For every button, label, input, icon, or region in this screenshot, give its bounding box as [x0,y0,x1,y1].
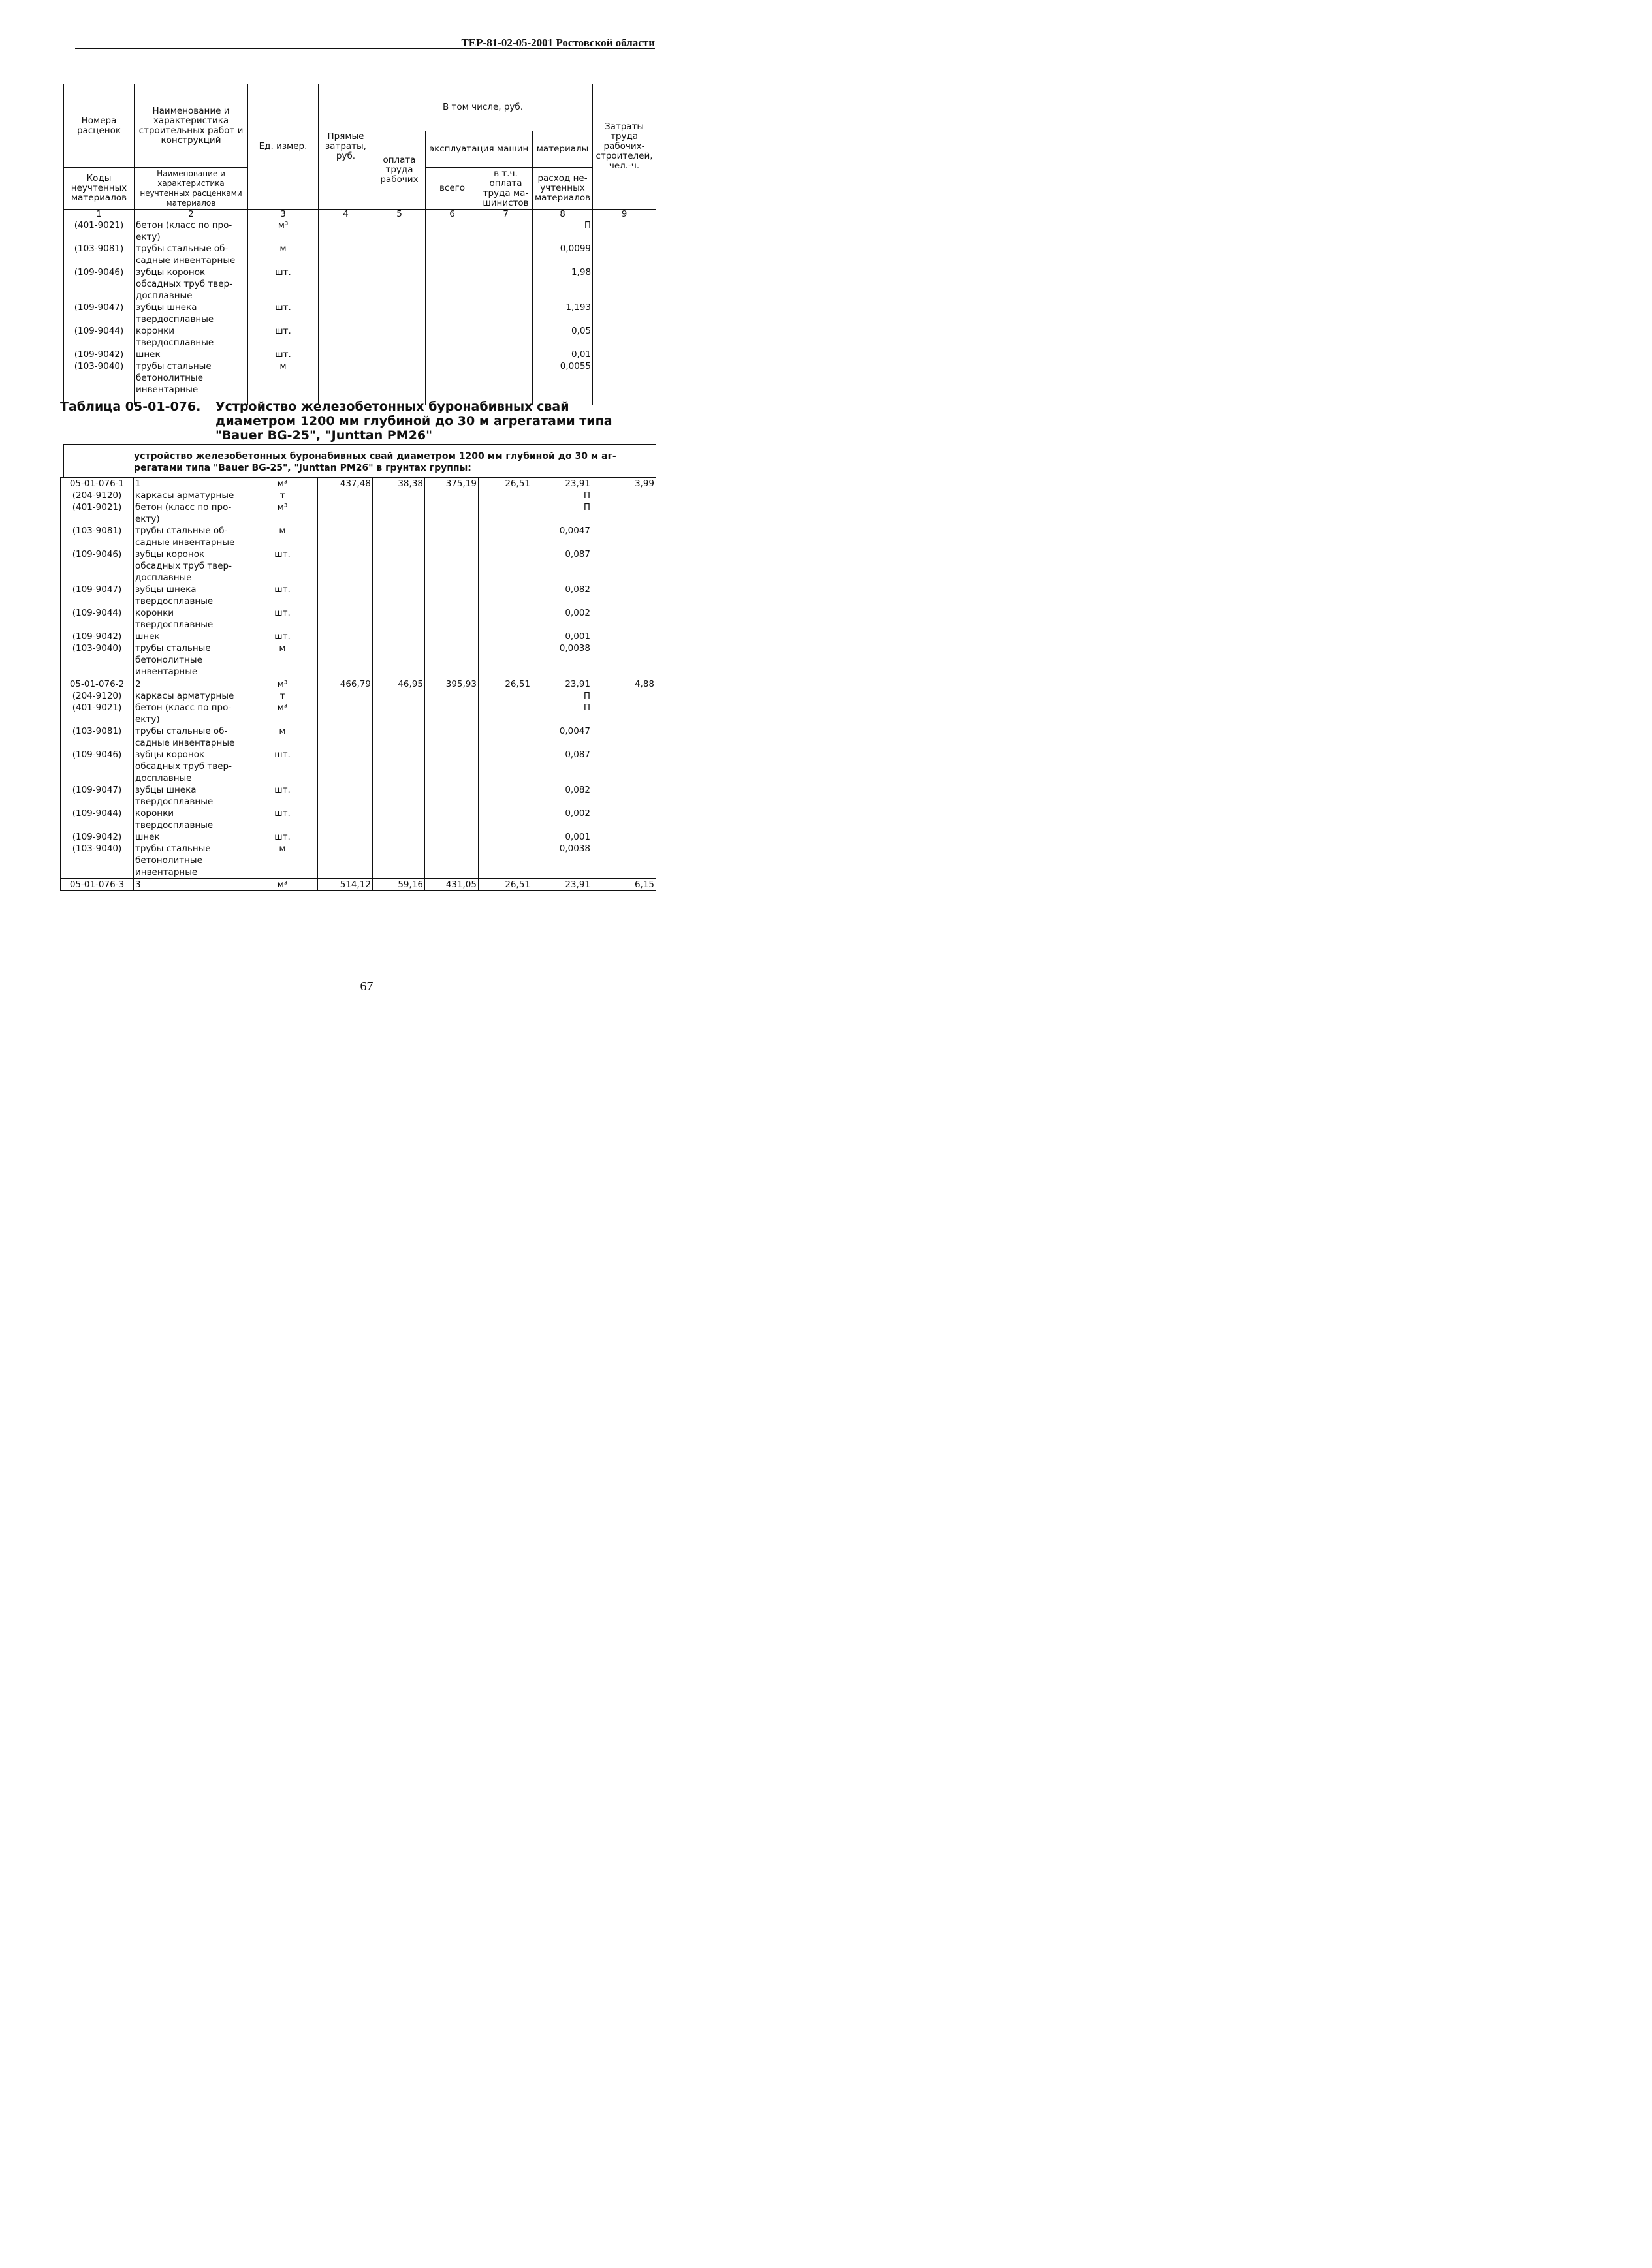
col-number: 8 [533,210,593,219]
empty-cell [318,490,373,501]
empty-cell [479,349,533,360]
empty-cell [373,243,426,266]
material-unit: шт. [247,607,318,631]
empty-cell [426,360,479,396]
material-code: (103-9040) [61,843,134,879]
empty-cell [373,749,425,784]
material-code: (109-9044) [61,607,134,631]
empty-cell [592,831,656,843]
rate-direct-costs: 437,48 [318,478,373,490]
material-unit: шт. [248,302,319,325]
rate-unit: м³ [247,478,318,490]
empty-cell [479,725,532,749]
material-name: коронки твердосплавные [134,607,247,631]
empty-cell [593,325,656,349]
empty-cell [319,349,373,360]
material-name: бетон (класс по про-екту) [134,702,247,725]
material-code: (109-9047) [61,584,134,607]
col-header-labor-wages: оплата труда рабочих [373,131,426,210]
empty-cell [592,501,656,525]
empty-cell [592,749,656,784]
empty-cell [592,690,656,702]
empty-cell [373,266,426,302]
material-name: бетон (класс по про-екту) [134,501,247,525]
running-header: ТЕР-81-02-05-2001 Ростовской области [461,37,655,49]
empty-cell [425,702,479,725]
empty-cell [318,631,373,642]
empty-cell [318,584,373,607]
empty-cell [592,548,656,584]
material-name: коронки твердосплавные [134,808,247,831]
col-header-machines: эксплуатация машин [426,131,533,168]
col-header-rate-number: Номера расценок [64,84,135,168]
material-name: зубцы шнека твердосплавные [134,584,247,607]
empty-cell [479,690,532,702]
col-number: 2 [135,210,248,219]
material-row [61,631,656,642]
material-quantity: 0,0038 [532,642,592,678]
material-unit: т [247,690,318,702]
material-row [64,219,656,244]
material-name: трубы стальные бетонолитные инвентарные [134,642,247,678]
material-quantity: П [532,690,592,702]
material-name: зубцы шнека твердосплавные [134,784,247,808]
material-row [61,725,656,749]
empty-cell [592,702,656,725]
material-quantity: 0,0099 [533,243,593,266]
rate-soil-group: 1 [134,478,247,490]
material-code: (109-9042) [61,631,134,642]
material-row [61,584,656,607]
material-quantity: П [533,219,593,244]
material-code: (204-9120) [61,690,134,702]
empty-cell [318,642,373,678]
empty-cell [373,843,425,879]
rate-machinist-wages: 26,51 [479,678,532,691]
empty-cell [479,243,533,266]
empty-cell [592,808,656,831]
material-row [64,360,656,396]
material-name: трубы стальные бетонолитные инвентарные [135,360,248,396]
empty-cell [592,490,656,501]
rate-soil-group: 2 [134,678,247,691]
material-code: (401-9021) [61,702,134,725]
empty-cell [318,808,373,831]
material-unit: шт. [247,831,318,843]
empty-cell [593,219,656,244]
material-quantity: 0,05 [533,325,593,349]
col-number: 1 [64,210,135,219]
material-unit: шт. [247,631,318,642]
material-quantity: 0,002 [532,808,592,831]
material-quantity: 0,087 [532,749,592,784]
empty-cell [593,243,656,266]
empty-cell [479,749,532,784]
empty-cell [425,749,479,784]
empty-cell [425,831,479,843]
material-unit: шт. [247,749,318,784]
header-rule [75,48,655,49]
rate-labor-wages: 46,95 [373,678,425,691]
empty-cell [479,702,532,725]
material-name: каркасы арматурные [134,690,247,702]
empty-cell [373,607,425,631]
material-row [61,501,656,525]
empty-cell [425,690,479,702]
col-header-work-name: Наименование и характеристика строительных работ и конструкций [135,84,248,168]
empty-cell [373,302,426,325]
material-row [64,266,656,302]
material-row [61,690,656,702]
material-quantity: 0,0047 [532,725,592,749]
empty-cell [425,607,479,631]
empty-cell [426,219,479,244]
empty-cell [479,219,533,244]
material-unit: м³ [248,219,319,244]
material-unit: м [247,725,318,749]
table-label: Таблица 05-01-076. [60,400,201,414]
rate-row [61,879,656,891]
material-code: (401-9021) [64,219,135,244]
material-row [61,702,656,725]
material-code: (109-9044) [64,325,135,349]
empty-cell [319,360,373,396]
col-number: 9 [593,210,656,219]
rate-labor-hours: 4,88 [592,678,656,691]
material-unit: м [248,360,319,396]
material-name: трубы стальные об-садные инвентарные [135,243,248,266]
rate-unit: м³ [247,678,318,691]
empty-cell [593,349,656,360]
material-code: (109-9046) [61,749,134,784]
material-row [61,607,656,631]
col-header-material-consumption: расход не-учтенных материалов [533,168,593,210]
material-name: шнек [134,631,247,642]
material-unit: шт. [247,548,318,584]
material-unit: м [247,642,318,678]
empty-cell [373,548,425,584]
col-header-material-name: Наименование и характеристика неучтенных расценками материалов [135,168,248,210]
col-number: 3 [248,210,319,219]
empty-cell [373,808,425,831]
empty-cell [479,325,533,349]
empty-cell [425,784,479,808]
rate-row [61,678,656,691]
empty-cell [318,525,373,548]
group-caption: устройство железобетонных буронабивных свай диаметром 1200 мм глубиной до 30 м аг-регатами типа "Bauer BG-25", "Junttan PM26" в грунтах группы: [134,451,616,473]
empty-cell [318,690,373,702]
empty-cell [425,584,479,607]
empty-cell [373,725,425,749]
empty-cell [373,490,425,501]
rate-machines-total: 375,19 [425,478,479,490]
material-code: (109-9046) [64,266,135,302]
material-name: зубцы шнека твердосплавные [135,302,248,325]
material-row [61,490,656,501]
empty-cell [318,749,373,784]
rate-row [61,478,656,490]
material-code: (109-9047) [61,784,134,808]
material-name: шнек [135,349,248,360]
empty-cell [426,349,479,360]
col-number: 4 [319,210,373,219]
rate-machinist-wages: 26,51 [479,478,532,490]
empty-cell [426,325,479,349]
empty-cell [425,490,479,501]
rate-direct-costs: 514,12 [318,879,373,891]
material-quantity: П [532,702,592,725]
material-unit: м [247,843,318,879]
material-row [61,525,656,548]
empty-cell [373,690,425,702]
rate-machinist-wages: 26,51 [479,879,532,891]
empty-cell [319,325,373,349]
col-header-materials: материалы [533,131,593,168]
empty-cell [479,607,532,631]
material-quantity: 1,98 [533,266,593,302]
material-quantity: 0,001 [532,631,592,642]
material-unit: шт. [247,784,318,808]
empty-cell [373,784,425,808]
material-row [61,642,656,678]
material-unit: т [247,490,318,501]
material-row [64,243,656,266]
empty-cell [479,266,533,302]
empty-cell [373,325,426,349]
rate-code: 05-01-076-1 [61,478,134,490]
material-code: (109-9047) [64,302,135,325]
empty-cell [479,784,532,808]
material-quantity: П [532,501,592,525]
material-code: (109-9044) [61,808,134,831]
col-header-direct-costs: Прямые затраты, руб. [319,84,373,210]
rate-unit: м³ [247,879,318,891]
material-code: (109-9046) [61,548,134,584]
rate-soil-group: 3 [134,879,247,891]
empty-cell [373,831,425,843]
col-number: 5 [373,210,426,219]
empty-cell [318,607,373,631]
material-code: (109-9042) [61,831,134,843]
material-row [61,784,656,808]
empty-cell [373,642,425,678]
material-code: (103-9040) [64,360,135,396]
empty-cell [592,725,656,749]
empty-cell [479,501,532,525]
col-header-unit: Ед. измер. [248,84,319,210]
material-code: (204-9120) [61,490,134,501]
col-header-machines-total: всего [426,168,479,210]
material-quantity: 0,082 [532,584,592,607]
material-quantity: 0,01 [533,349,593,360]
material-code: (103-9081) [64,243,135,266]
empty-cell [592,525,656,548]
empty-cell [373,501,425,525]
empty-cell [479,584,532,607]
rate-labor-wages: 38,38 [373,478,425,490]
empty-cell [373,702,425,725]
material-unit: шт. [248,325,319,349]
material-name: шнек [134,831,247,843]
empty-cell [425,548,479,584]
rate-materials: 23,91 [532,478,592,490]
empty-cell [318,843,373,879]
rate-labor-hours: 6,15 [592,879,656,891]
material-unit: шт. [248,349,319,360]
material-code: (103-9081) [61,525,134,548]
empty-cell [479,490,532,501]
header-table [63,84,656,405]
empty-cell [318,548,373,584]
empty-cell [319,266,373,302]
empty-cell [479,808,532,831]
material-quantity: П [532,490,592,501]
empty-cell [373,631,425,642]
material-code: (109-9042) [64,349,135,360]
material-code: (401-9021) [61,501,134,525]
material-row [64,349,656,360]
material-name: бетон (класс по про-екту) [135,219,248,244]
material-name: трубы стальные об-садные инвентарные [134,725,247,749]
material-quantity: 0,002 [532,607,592,631]
rate-machines-total: 431,05 [425,879,479,891]
material-quantity: 1,193 [533,302,593,325]
empty-cell [373,360,426,396]
empty-cell [479,360,533,396]
material-name: зубцы коронок обсадных труб твер-досплавные [134,548,247,584]
empty-cell [319,302,373,325]
empty-cell [319,243,373,266]
empty-cell [373,349,426,360]
col-header-labor-hours: Затраты труда рабочих-строителей, чел.-ч. [593,84,656,210]
material-unit: шт. [248,266,319,302]
col-number: 7 [479,210,533,219]
material-row [61,808,656,831]
material-name: трубы стальные бетонолитные инвентарные [134,843,247,879]
rate-materials: 23,91 [532,678,592,691]
empty-cell [479,843,532,879]
material-unit: шт. [247,584,318,607]
material-quantity: 0,082 [532,784,592,808]
empty-cell [318,831,373,843]
empty-cell [592,631,656,642]
empty-cell [593,360,656,396]
material-quantity: 0,0038 [532,843,592,879]
col-header-machinist-wages: в т.ч. оплата труда ма-шинистов [479,168,533,210]
material-unit: м³ [247,702,318,725]
empty-cell [318,501,373,525]
material-name: зубцы коронок обсадных труб твер-досплавные [135,266,248,302]
rate-code: 05-01-076-2 [61,678,134,691]
rate-labor-wages: 59,16 [373,879,425,891]
empty-cell [479,831,532,843]
empty-cell [426,243,479,266]
material-row [61,548,656,584]
empty-cell [318,784,373,808]
empty-cell [426,266,479,302]
rate-direct-costs: 466,79 [318,678,373,691]
rate-materials: 23,91 [532,879,592,891]
col-header-codes: Коды неучтенных материалов [64,168,135,210]
empty-cell [373,584,425,607]
empty-cell [479,302,533,325]
empty-cell [425,843,479,879]
page-number: 67 [360,979,373,994]
empty-cell [425,631,479,642]
material-row [64,325,656,349]
material-code: (103-9040) [61,642,134,678]
empty-cell [592,607,656,631]
material-unit: шт. [247,808,318,831]
empty-cell [592,642,656,678]
empty-cell [373,525,425,548]
empty-cell [425,501,479,525]
empty-cell [318,702,373,725]
material-quantity: 0,001 [532,831,592,843]
empty-cell [593,266,656,302]
material-name: каркасы арматурные [134,490,247,501]
material-name: коронки твердосплавные [135,325,248,349]
material-quantity: 0,0055 [533,360,593,396]
empty-cell [425,808,479,831]
material-name: зубцы коронок обсадных труб твер-досплавные [134,749,247,784]
material-quantity: 0,0047 [532,525,592,548]
empty-cell [479,631,532,642]
material-row [61,831,656,843]
empty-cell [319,219,373,244]
empty-cell [592,843,656,879]
rates-table [60,477,656,891]
empty-cell [592,784,656,808]
material-code: (103-9081) [61,725,134,749]
material-quantity: 0,087 [532,548,592,584]
empty-cell [318,725,373,749]
empty-cell [426,302,479,325]
empty-cell [425,725,479,749]
empty-cell [479,525,532,548]
material-unit: м³ [247,501,318,525]
material-row [61,749,656,784]
material-name: трубы стальные об-садные инвентарные [134,525,247,548]
col-header-group-including: В том числе, руб. [373,84,593,131]
material-row [64,302,656,325]
table-title: Устройство железобетонных буронабивных свай диаметром 1200 мм глубиной до 30 м агрегатами типа "Bauer BG-25", "Junttan PM26" [215,400,612,443]
empty-cell [592,584,656,607]
rate-code: 05-01-076-3 [61,879,134,891]
empty-cell [593,302,656,325]
material-unit: м [248,243,319,266]
material-row [61,843,656,879]
rate-machines-total: 395,93 [425,678,479,691]
empty-cell [425,525,479,548]
material-unit: м [247,525,318,548]
empty-cell [373,219,426,244]
empty-cell [425,642,479,678]
rate-labor-hours: 3,99 [592,478,656,490]
empty-cell [479,642,532,678]
empty-cell [479,548,532,584]
col-number: 6 [426,210,479,219]
